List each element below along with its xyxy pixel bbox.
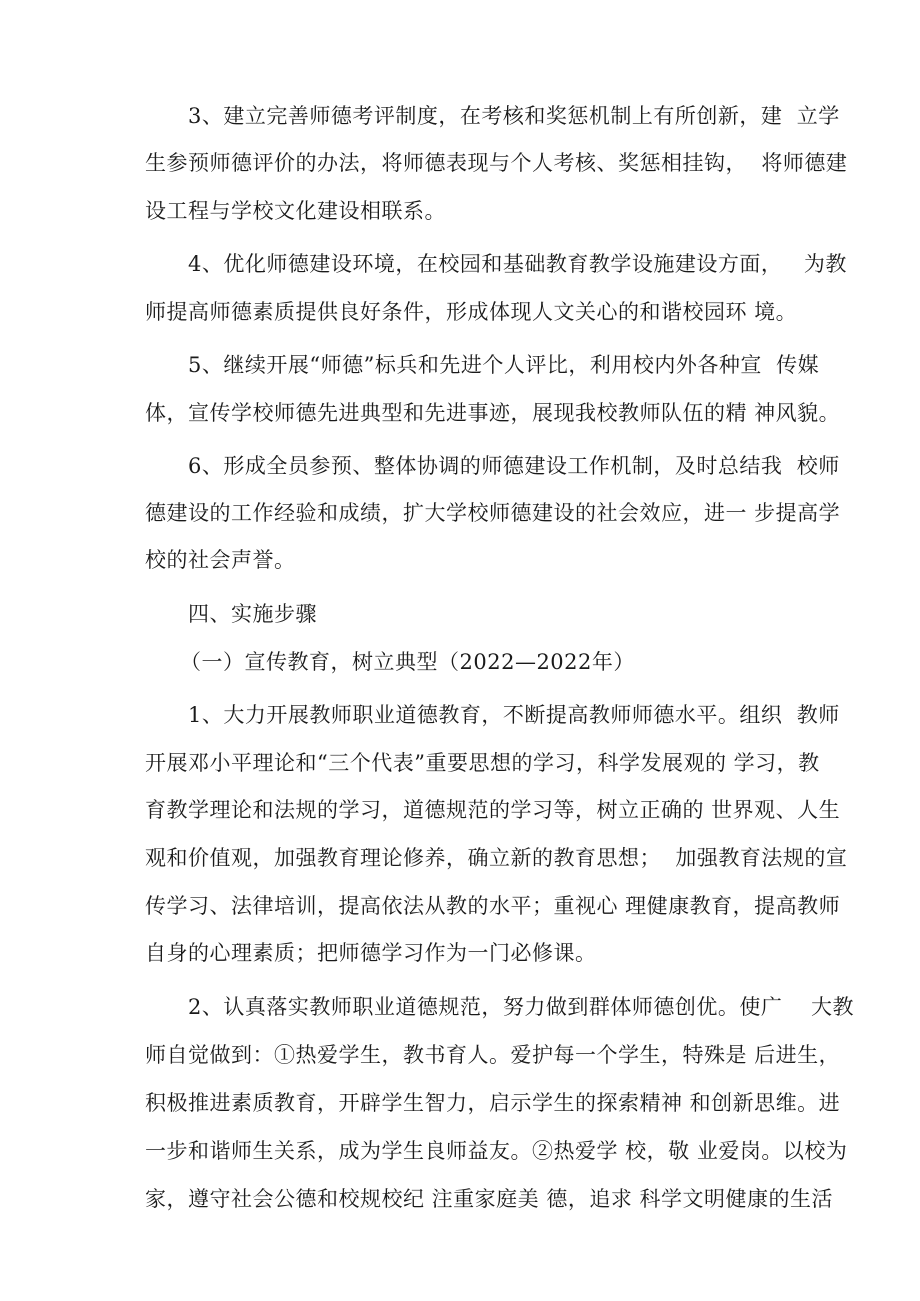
- section-heading: 四、实施步骤: [188, 602, 317, 626]
- text-line: 育教学理论和法规的学习，道德规范的学习等，树立正确的 世界观、人生: [145, 798, 841, 822]
- text-line: 德建设的工作经验和成绩，扩大学校师德建设的社会效应，进一 步提高学: [145, 501, 841, 525]
- text-line: 体，宣传学校师德先进典型和先进事迹，展现我校教师队伍的精 神风貌。: [145, 401, 841, 425]
- text-line: 2、认真落实教师职业道德规范，努力做到群体师德创优。使广 大教: [188, 995, 855, 1019]
- text-line: 1、大力开展教师职业道德教育，不断提高教师师德水平。组织 教师: [188, 703, 840, 727]
- text-line: 5、继续开展“师德”标兵和先进个人评比，利用校内外各种宣 传媒: [188, 353, 820, 377]
- text-line: 3、建立完善师德考评制度，在考核和奖惩机制上有所创新，建 立学: [188, 104, 840, 128]
- text-line: 师自觉做到：①热爱学生，教书育人。爱护每一个学生，特殊是 后进生，: [145, 1043, 841, 1067]
- text-line: 设工程与学校文化建设相联系。: [145, 199, 446, 223]
- subsection-heading: （一）宣传教育，树立典型（2022—2022年）: [180, 650, 635, 674]
- text-line: 家，遵守社会公德和校规校纪 注重家庭美 德，追求 科学文明健康的生活: [145, 1187, 834, 1211]
- text-line: 自身的心理素质；把师德学习作为一门必修课。: [145, 941, 597, 965]
- text-line: 生参预师德评价的办法，将师德表现与个人考核、奖惩相挂钩， 将师德建: [145, 151, 848, 175]
- text-line: 校的社会声誉。: [145, 548, 296, 572]
- text-line: 6、形成全员参预、整体协调的师德建设工作机制，及时总结我 校师: [188, 454, 840, 478]
- text-line: 师提高师德素质提供良好条件，形成体现人文关心的和谐校园环 境。: [145, 300, 798, 324]
- text-line: 一步和谐师生关系，成为学生良师益友。②热爱学 校，敬 业爱岗。以校为: [145, 1139, 848, 1163]
- text-line: 开展邓小平理论和“三个代表”重要思想的学习，科学发展观的 学习，教: [145, 751, 820, 775]
- text-line: 积极推进素质教育，开辟学生智力，启示学生的探索精神 和创新思维。进: [145, 1091, 841, 1115]
- text-line: 传学习、法律培训，提高依法从教的水平；重视心 理健康教育，提高教师: [145, 894, 841, 918]
- text-line: 观和价值观，加强教育理论修养，确立新的教育思想； 加强教育法规的宣: [145, 846, 848, 870]
- text-line: 4、优化师德建设环境，在校园和基础教育教学设施建设方面， 为教: [188, 252, 847, 276]
